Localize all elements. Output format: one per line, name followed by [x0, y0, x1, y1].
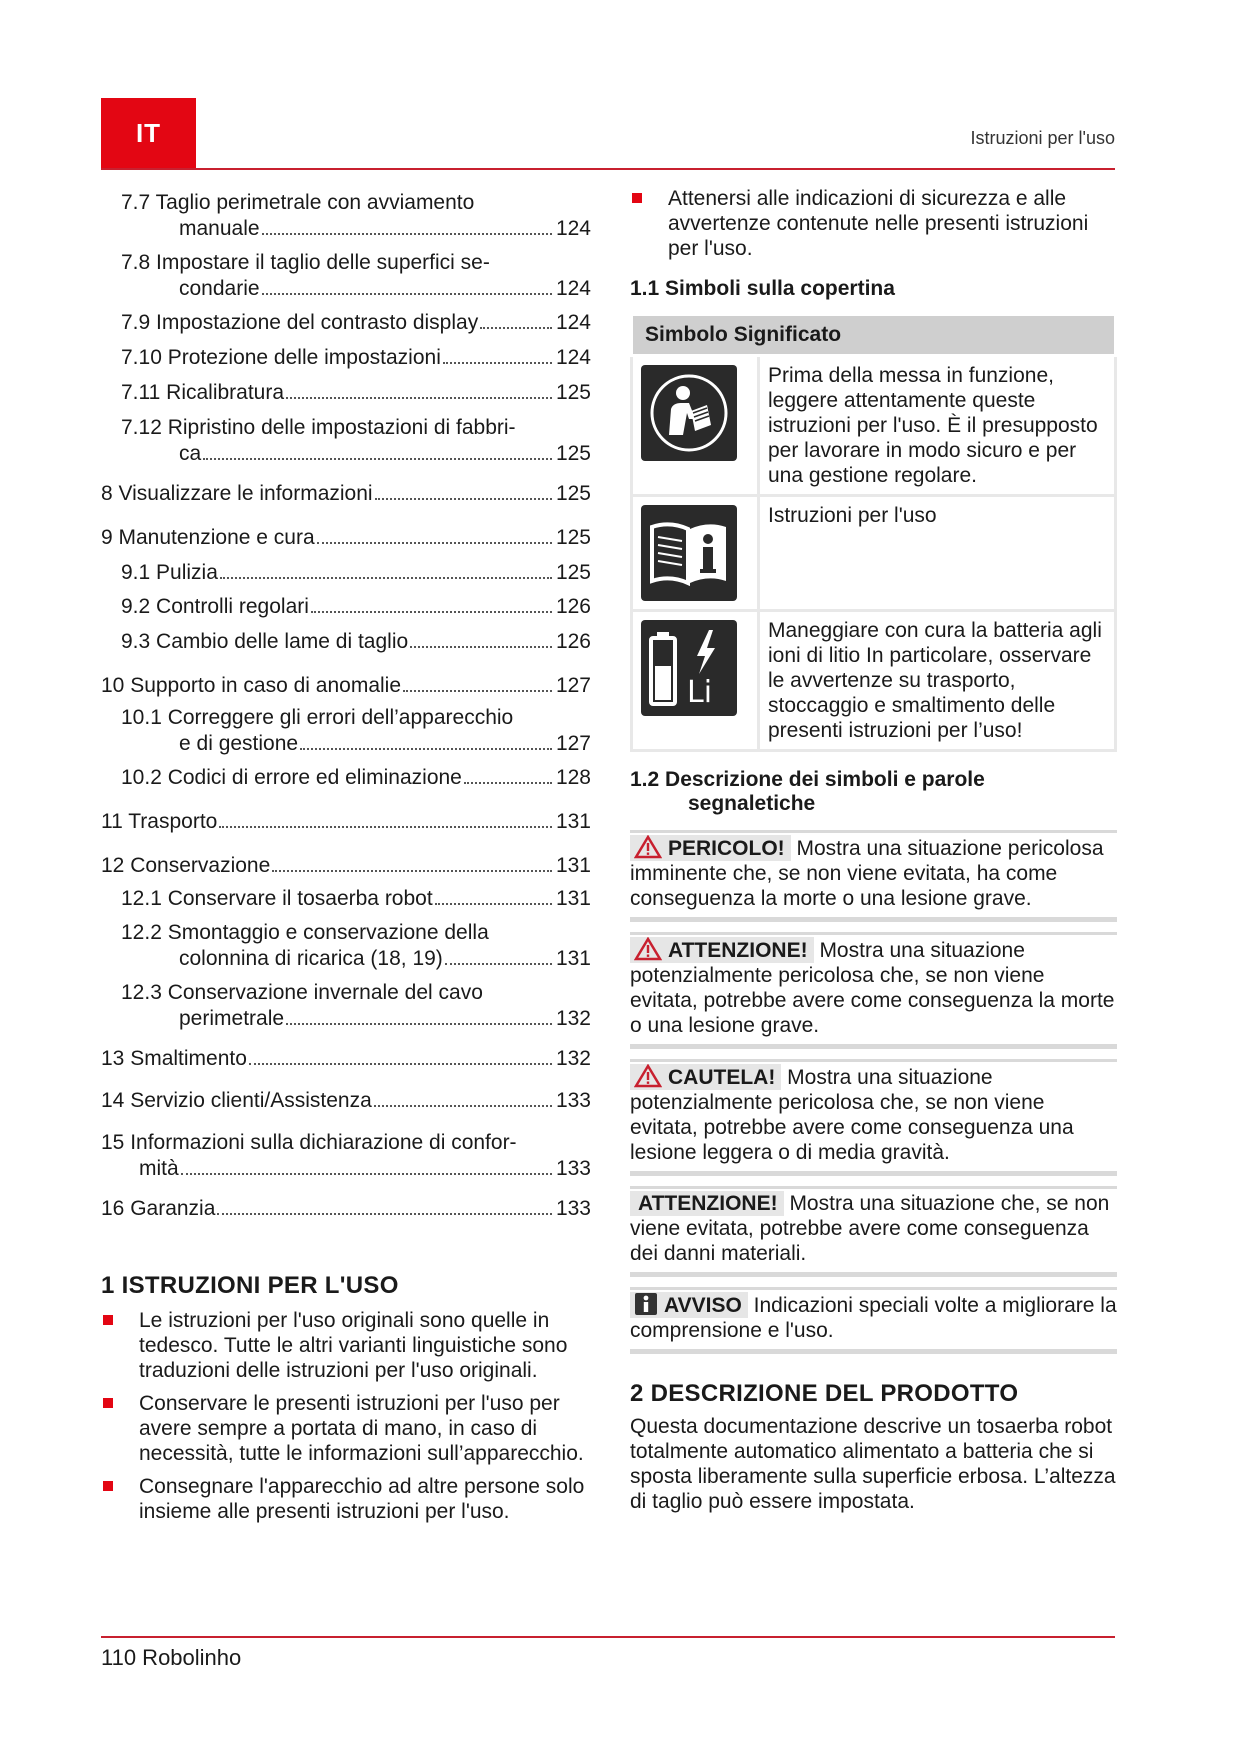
warning-triangle-icon	[634, 1064, 662, 1088]
bullet-item: Le istruzioni per l'uso originali sono quelle in tedesco. Tutte le altri varianti linguistiche sono traduzioni delle istruzioni per l'uso originali.	[101, 1308, 591, 1383]
section-2-text: Questa documentazione descrive un tosaerba robot totalmente automatico alimentato a batteria che si sposta liberamente sulla superficie erbosa. L’altezza di taglio può essere impostata.	[630, 1415, 1116, 1513]
table-row: Li Maneggiare con cura la batteria agli ioni di litio In particolare, osservare le avvertenze su trasporto, stoccaggio e smaltimento delle presenti istruzioni per l’uso!	[632, 611, 1116, 751]
toc-item[interactable]: 10.1 Correggere gli errori dell’apparecchio e di gestione 127	[121, 706, 591, 755]
info-icon	[634, 1292, 658, 1316]
bullet-item: Attenersi alle indicazioni di sicurezza e alle avvertenze contenute nelle presenti istruzioni per l'uso.	[630, 186, 1117, 261]
toc-item[interactable]: 11 Trasporto 131	[101, 810, 591, 833]
table-row: Istruzioni per l'uso	[632, 496, 1116, 611]
toc-item[interactable]: 7.7 Taglio perimetrale con avviamento manuale 124	[121, 191, 591, 240]
section-1-1-heading: 1.1 Simboli sulla copertina	[630, 277, 895, 300]
section-heading: 1 ISTRUZIONI PER L'USO	[101, 1272, 399, 1299]
toc-item[interactable]: 14 Servizio clienti/Assistenza 133	[101, 1089, 591, 1112]
toc-item[interactable]: 7.8 Impostare il taglio delle superfici se- condarie 124	[121, 251, 591, 300]
symbol-table-header: Simbolo Significato	[632, 315, 1116, 356]
section-1-2-heading: 1.2 Descrizione dei simboli e parole segnaletiche	[630, 768, 985, 815]
language-tab: IT	[101, 98, 196, 168]
toc-item[interactable]: 7.12 Ripristino delle impostazioni di fabbri- ca 125	[121, 416, 591, 465]
bullet-item: Consegnare l'apparecchio ad altre persone solo insieme alle presenti istruzioni per l'uso.	[101, 1474, 591, 1524]
footer-divider	[101, 1636, 1115, 1638]
toc-item[interactable]: 7.9 Impostazione del contrasto display 124	[121, 311, 591, 334]
read-manual-icon	[641, 365, 737, 461]
toc-item[interactable]: 15 Informazioni sulla dichiarazione di confor- mità 133	[101, 1131, 591, 1180]
toc-item[interactable]: 9.3 Cambio delle lame di taglio 126	[121, 630, 591, 653]
bullet-item: Conservare le presenti istruzioni per l'uso per avere sempre a portata di mano, in caso di necessità, tutte le informazioni sull’apparecchio.	[101, 1391, 591, 1466]
warning-block-warning: ATTENZIONE! Mostra una situazione potenzialmente pericolosa che, se non viene evitata, potrebbe avere come conseguenza la morte o una lesione grave.	[630, 932, 1117, 1049]
svg-text:Li: Li	[687, 675, 713, 710]
warning-triangle-icon	[634, 835, 662, 859]
header-title: Istruzioni per l'uso	[970, 128, 1115, 148]
toc-item[interactable]: 9.1 Pulizia 125	[121, 561, 591, 584]
toc-item[interactable]: 12.1 Conservare il tosaerba robot 131	[121, 887, 591, 910]
table-of-contents	[101, 190, 591, 1222]
warning-block-caution: CAUTELA! Mostra una situazione potenzialmente pericolosa che, se non viene evitata, potrebbe avere come conseguenza una lesione leggera o di media gravità.	[630, 1059, 1117, 1176]
toc-item[interactable]: 12 Conservazione 131	[101, 854, 591, 877]
toc-item[interactable]: 7.10 Protezione delle impostazioni 124	[121, 346, 591, 369]
toc-item[interactable]: 16 Garanzia 133	[101, 1197, 591, 1220]
toc-item[interactable]: 10 Supporto in caso di anomalie 127	[101, 674, 591, 697]
section-1	[101, 1272, 591, 1524]
toc-item[interactable]: 12.3 Conservazione invernale del cavo perimetrale 132	[121, 981, 591, 1030]
toc-item[interactable]: 10.2 Codici di errore ed eliminazione 128	[121, 766, 591, 789]
header-divider	[101, 168, 1115, 170]
manual-info-icon	[641, 505, 737, 601]
footer-page-label: 110 Robolinho	[101, 1645, 242, 1670]
toc-item[interactable]: 9 Manutenzione e cura 125	[101, 526, 591, 549]
toc-item[interactable]: 8 Visualizzare le informazioni 125	[101, 482, 591, 505]
toc-item[interactable]: 12.2 Smontaggio e conservazione della colonnina di ricarica (18, 19) 131	[121, 921, 591, 970]
warning-block-danger: PERICOLO! Mostra una situazione pericolosa imminente che, se non viene evitata, ha come conseguenza la morte o una lesione grave.	[630, 830, 1117, 922]
toc-item[interactable]: 7.11 Ricalibratura 125	[121, 381, 591, 404]
lithium-battery-icon	[641, 620, 737, 716]
warning-block-info: AVVISO Indicazioni speciali volte a migliorare la comprensione e l'uso.	[630, 1287, 1117, 1354]
warning-block-notice: ATTENZIONE! Mostra una situazione che, se non viene evitata, potrebbe avere come conseguenza dei danni materiali.	[630, 1186, 1117, 1277]
toc-item[interactable]: 9.2 Controlli regolari 126	[121, 595, 591, 618]
right-column	[630, 186, 1117, 1514]
table-row: Prima della messa in funzione, leggere attentamente queste istruzioni per l'uso. È il presupposto per lavorare in modo sicuro e per una gestione regolare.	[632, 356, 1116, 496]
warning-triangle-icon	[634, 937, 662, 961]
section-2-heading: 2 DESCRIZIONE DEL PRODOTTO	[630, 1380, 1019, 1407]
toc-item[interactable]: 13 Smaltimento 132	[101, 1047, 591, 1070]
symbol-table	[630, 313, 1117, 752]
